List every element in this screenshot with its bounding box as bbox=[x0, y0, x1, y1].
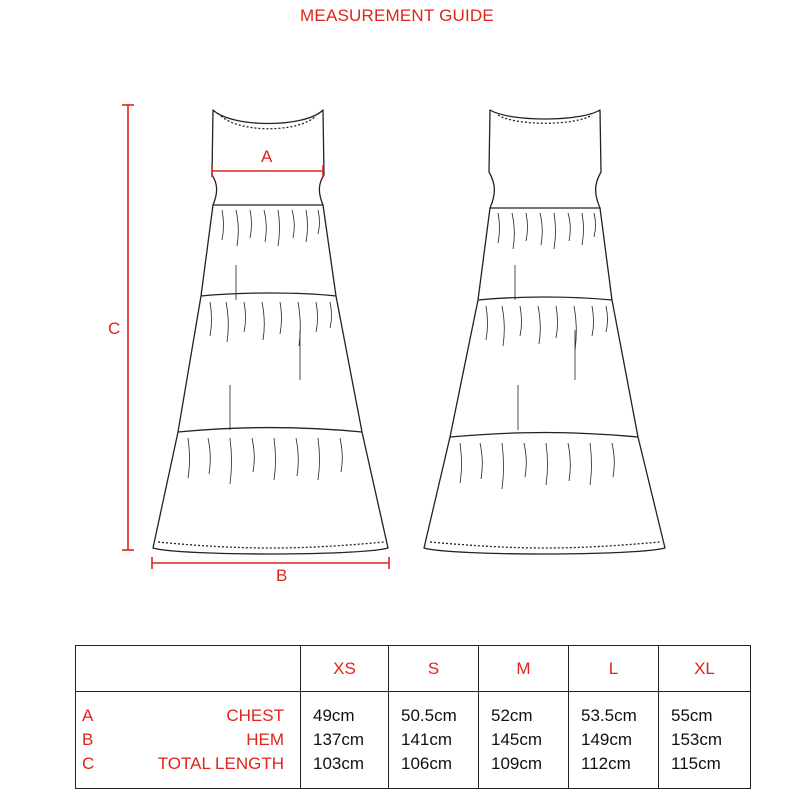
size-values-m bbox=[479, 692, 569, 789]
measurement-letter: B bbox=[82, 730, 94, 749]
table-cell: 53.5cm bbox=[581, 706, 637, 725]
measurement-label-chest bbox=[76, 704, 300, 728]
table-cell: 112cm bbox=[581, 754, 631, 773]
measurement-label-hem bbox=[76, 728, 300, 752]
size-header: S bbox=[389, 646, 479, 692]
measurement-labels-cell bbox=[76, 692, 301, 789]
measurement-letter: C bbox=[82, 754, 95, 773]
measurement-row bbox=[76, 692, 751, 789]
table-cell: 145cm bbox=[491, 730, 543, 749]
measurement-name: CHEST bbox=[226, 706, 284, 725]
back-dress-illustration bbox=[424, 110, 665, 554]
size-header: XS bbox=[301, 646, 389, 692]
table-cell: 52cm bbox=[491, 706, 533, 725]
size-values-xl bbox=[659, 692, 751, 789]
measurement-label-total-length bbox=[76, 752, 300, 776]
dimension-label-c: C bbox=[108, 319, 121, 338]
dimension-label-b: B bbox=[276, 566, 288, 585]
dimension-label-a: A bbox=[261, 147, 273, 166]
measurement-name: HEM bbox=[246, 730, 284, 749]
front-dress-illustration bbox=[153, 110, 388, 554]
table-cell: 149cm bbox=[581, 730, 633, 749]
table-cell: 141cm bbox=[401, 730, 453, 749]
dimension-line-c bbox=[122, 105, 134, 550]
dimension-line-b bbox=[152, 557, 389, 569]
size-values-s bbox=[389, 692, 479, 789]
table-cell: 103cm bbox=[313, 754, 365, 773]
size-chart-table bbox=[75, 645, 751, 789]
table-cell: 55cm bbox=[671, 706, 713, 725]
header-blank-cell bbox=[76, 646, 301, 692]
measurement-letter: A bbox=[82, 706, 94, 725]
measurement-name: TOTAL LENGTH bbox=[157, 754, 284, 773]
size-header: XL bbox=[659, 646, 751, 692]
size-values-l bbox=[569, 692, 659, 789]
table-cell: 115cm bbox=[671, 754, 721, 773]
table-cell: 109cm bbox=[491, 754, 543, 773]
table-cell: 106cm bbox=[401, 754, 453, 773]
table-cell: 137cm bbox=[313, 730, 365, 749]
table-cell: 50.5cm bbox=[401, 706, 457, 725]
size-header: L bbox=[569, 646, 659, 692]
page-title: MEASUREMENT GUIDE bbox=[300, 6, 494, 25]
size-header: M bbox=[479, 646, 569, 692]
size-header-row bbox=[76, 646, 751, 692]
table-cell: 49cm bbox=[313, 706, 355, 725]
table-cell: 153cm bbox=[671, 730, 723, 749]
size-values-xs bbox=[301, 692, 389, 789]
